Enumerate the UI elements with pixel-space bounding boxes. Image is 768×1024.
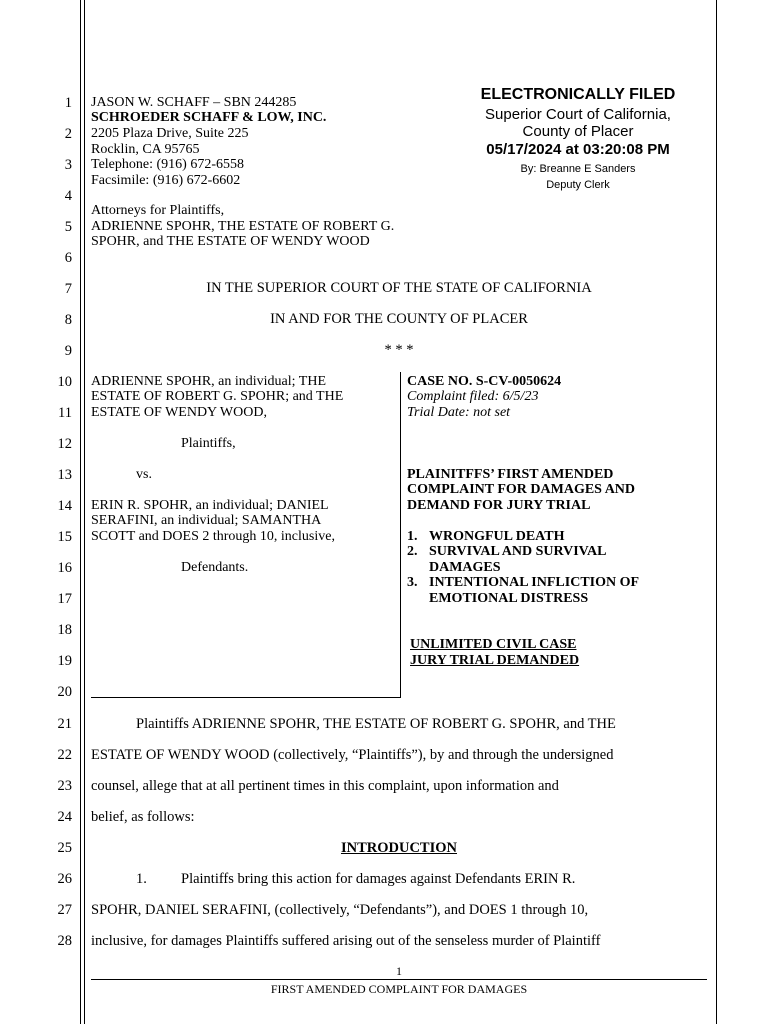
document-title-line-2: COMPLAINT FOR DAMAGES AND [407,482,636,497]
line-number: 2 [64,126,72,142]
cause-2-text-line-1: SURVIVAL AND SURVIVAL [429,544,607,559]
stamp-county: County of Placer [522,123,634,140]
telephone: Telephone: (916) 672-6558 [91,157,244,172]
line-number: 10 [57,374,72,390]
line-number: 16 [57,560,72,576]
stamp-by: By: Breanne E Sanders [520,163,636,175]
firm-address-2: Rocklin, CA 95765 [91,142,200,157]
defendants-line-3: SCOTT and DOES 2 through 10, inclusive, [91,529,335,544]
clients-line-2: SPOHR, and THE ESTATE OF WENDY WOOD [91,234,370,249]
trial-date: Trial Date: not set [407,405,511,420]
right-margin-rule [716,0,717,1024]
cause-1-number: 1. [407,529,418,544]
line-number: 18 [57,622,72,638]
case-number: CASE NO. S-CV-0050624 [407,374,562,389]
line-number: 27 [57,902,72,918]
line-number: 21 [57,716,72,732]
court-title-line-2: IN AND FOR THE COUNTY OF PLACER [270,311,528,327]
section-heading: INTRODUCTION [340,840,457,856]
defendants-line-2: SERAFINI, an individual; SAMANTHA [91,513,322,528]
line-number: 24 [57,809,72,825]
paragraph-1-number: 1. [136,871,147,887]
stamp-time: 03:20:08 PM [583,141,670,158]
cause-2-number: 2. [407,544,418,559]
cause-3-text-line-1: INTENTIONAL INFLICTION OF [429,575,640,590]
stamp-role: Deputy Clerk [546,179,610,191]
line-number: 8 [64,312,72,328]
line-number: 7 [64,281,72,297]
body-line-21: Plaintiffs ADRIENNE SPOHR, THE ESTATE OF ROBERT G. SPOHR, and THE [136,716,616,732]
plaintiffs-line-1: ADRIENNE SPOHR, an individual; THE [91,374,327,389]
body-line-22: ESTATE OF WENDY WOOD (collectively, “Plaintiffs”), by and through the undersigned [91,747,614,763]
cause-2-text-line-2: DAMAGES [429,560,501,575]
line-number: 20 [57,684,72,700]
body-line-24: belief, as follows: [91,809,195,825]
court-title-line-1: IN THE SUPERIOR COURT OF THE STATE OF CALIFORNIA [206,280,592,296]
footer-rule [91,979,707,980]
line-number: 22 [57,747,72,763]
defendants-label: Defendants. [181,560,249,575]
defendants-line-1: ERIN R. SPOHR, an individual; DANIEL [91,498,329,513]
document-title-line-1: PLAINITFFS’ FIRST AMENDED [407,467,614,482]
line-number: 12 [57,436,72,452]
line-number: 26 [57,871,72,887]
caption-divider-vertical [400,372,401,698]
cause-1-text: WRONGFUL DEATH [429,529,565,544]
left-margin-rule-inner [84,0,85,1024]
line-number: 15 [57,529,72,545]
facsimile: Facsimile: (916) 672-6602 [91,173,241,188]
versus: vs. [136,467,152,482]
line-number: 25 [57,840,72,856]
line-number: 9 [64,343,72,359]
firm-name: SCHROEDER SCHAFF & LOW, INC. [91,110,327,125]
body-line-26: Plaintiffs bring this action for damages against Defendants ERIN R. [181,871,576,887]
caption-divider-horizontal [91,697,401,698]
stamp-title: ELECTRONICALLY FILED [480,86,676,103]
court-stars: * * * [384,342,414,358]
firm-address-1: 2205 Plaza Drive, Suite 225 [91,126,249,141]
stamp-date: 05/17/2024 at [486,141,584,158]
line-number: 4 [64,188,72,204]
line-number: 5 [64,219,72,235]
document-title-line-3: DEMAND FOR JURY TRIAL [407,498,591,513]
body-line-23: counsel, allege that at all pertinent times in this complaint, upon information and [91,778,559,794]
unlimited-civil-case: UNLIMITED CIVIL CASE [410,637,577,652]
line-number: 17 [57,591,72,607]
left-margin-rule-outer [80,0,81,1024]
line-number: 28 [57,933,72,949]
body-line-27: SPOHR, DANIEL SERAFINI, (collectively, “Defendants”), and DOES 1 through 10, [91,902,589,918]
line-number: 11 [58,405,72,421]
line-number: 14 [57,498,72,514]
attorneys-for: Attorneys for Plaintiffs, [91,203,225,218]
line-number: 13 [57,467,72,483]
plaintiffs-label: Plaintiffs, [181,436,236,451]
page-number: 1 [396,964,402,978]
stamp-datetime [458,141,698,158]
stamp-court: Superior Court of California, [485,106,671,123]
jury-trial-demanded: JURY TRIAL DEMANDED [410,653,580,668]
plaintiffs-line-3: ESTATE OF WENDY WOOD, [91,405,267,420]
line-number: 19 [57,653,72,669]
line-number: 3 [64,157,72,173]
line-number: 6 [64,250,72,266]
plaintiffs-line-2: ESTATE OF ROBERT G. SPOHR; and THE [91,389,344,404]
complaint-filed: Complaint filed: 6/5/23 [407,389,539,404]
footer-title: FIRST AMENDED COMPLAINT FOR DAMAGES [270,982,528,996]
line-number: 1 [64,95,72,111]
cause-3-text-line-2: EMOTIONAL DISTRESS [429,591,589,606]
attorney-name: JASON W. SCHAFF – SBN 244285 [91,95,297,110]
line-number: 23 [57,778,72,794]
cause-3-number: 3. [407,575,418,590]
clients-line-1: ADRIENNE SPOHR, THE ESTATE OF ROBERT G. [91,219,395,234]
body-line-28: inclusive, for damages Plaintiffs suffered arising out of the senseless murder of Plaintiff [91,933,601,949]
